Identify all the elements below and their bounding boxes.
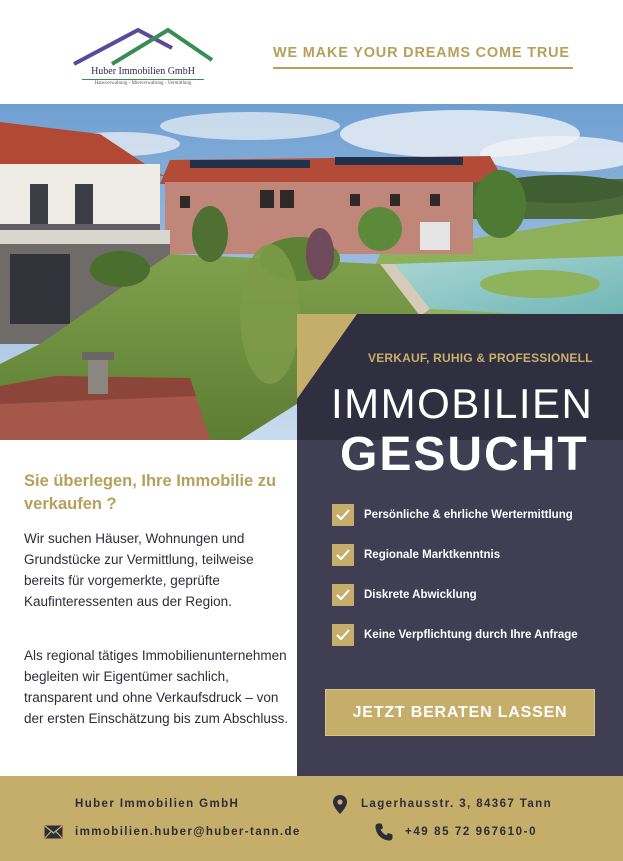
company-logo[interactable] — [68, 26, 218, 88]
feature-item — [332, 544, 617, 566]
feature-item — [332, 504, 617, 526]
footer-company: Huber Immobilien GmbH — [75, 798, 240, 810]
logo-name: Huber Immobilien GmbH — [91, 66, 195, 77]
check-icon — [332, 624, 354, 646]
feature-label: Persönliche & ehrliche Wertermittlung — [364, 509, 573, 521]
phone-icon — [375, 823, 393, 841]
check-icon — [332, 584, 354, 606]
footer — [0, 776, 623, 861]
header — [0, 0, 623, 104]
intro-title: Sie überlegen, Ihre Immobilie zu verkaufen ? — [24, 472, 277, 513]
logo-tagline: Hausverwaltung - Mietverwaltung - Vermittlung — [94, 81, 192, 86]
slogan: WE MAKE YOUR DREAMS COME TRUE — [273, 45, 570, 61]
hero-headline-line2: GESUCHT — [340, 428, 589, 481]
feature-label: Diskrete Abwicklung — [364, 589, 477, 601]
footer-phone[interactable]: +49 85 72 967610-0 — [405, 826, 538, 838]
feature-item — [332, 624, 617, 646]
location-pin-icon — [333, 795, 347, 814]
intro-paragraph-1: Wir suchen Häuser, Wohnungen und Grundstücke zur Vermittlung, teilweise bereits für vorgemerkte, geprüfte Kaufinteressenten aus der Region. — [24, 531, 254, 609]
hero-headline-line1: IMMOBILIEN — [331, 380, 594, 427]
hero-eyebrow: VERKAUF, RUHIG & PROFESSIONELL — [368, 351, 593, 365]
roof-logo-icon — [68, 26, 218, 66]
slogan-underline — [273, 67, 573, 69]
check-icon — [332, 504, 354, 526]
footer-address[interactable]: Lagerhausstr. 3, 84367 Tann — [361, 798, 552, 810]
email-icon — [44, 825, 63, 839]
feature-label: Regionale Marktkenntnis — [364, 549, 501, 561]
feature-item — [332, 584, 617, 606]
feature-label: Keine Verpflichtung durch Ihre Anfrage — [364, 629, 578, 641]
footer-email[interactable]: immobilien.huber@huber-tann.de — [75, 826, 301, 838]
consultation-button[interactable]: JETZT BERATEN LASSEN — [325, 689, 595, 736]
intro-paragraph-2: Als regional tätiges Immobilienunternehmen begleiten wir Eigentümer sachlich, transparent und ohne Verkaufsdruck – von der ersten Einschätzung bis zum Abschluss. — [24, 648, 289, 726]
logo-divider — [82, 79, 204, 80]
check-icon — [332, 544, 354, 566]
